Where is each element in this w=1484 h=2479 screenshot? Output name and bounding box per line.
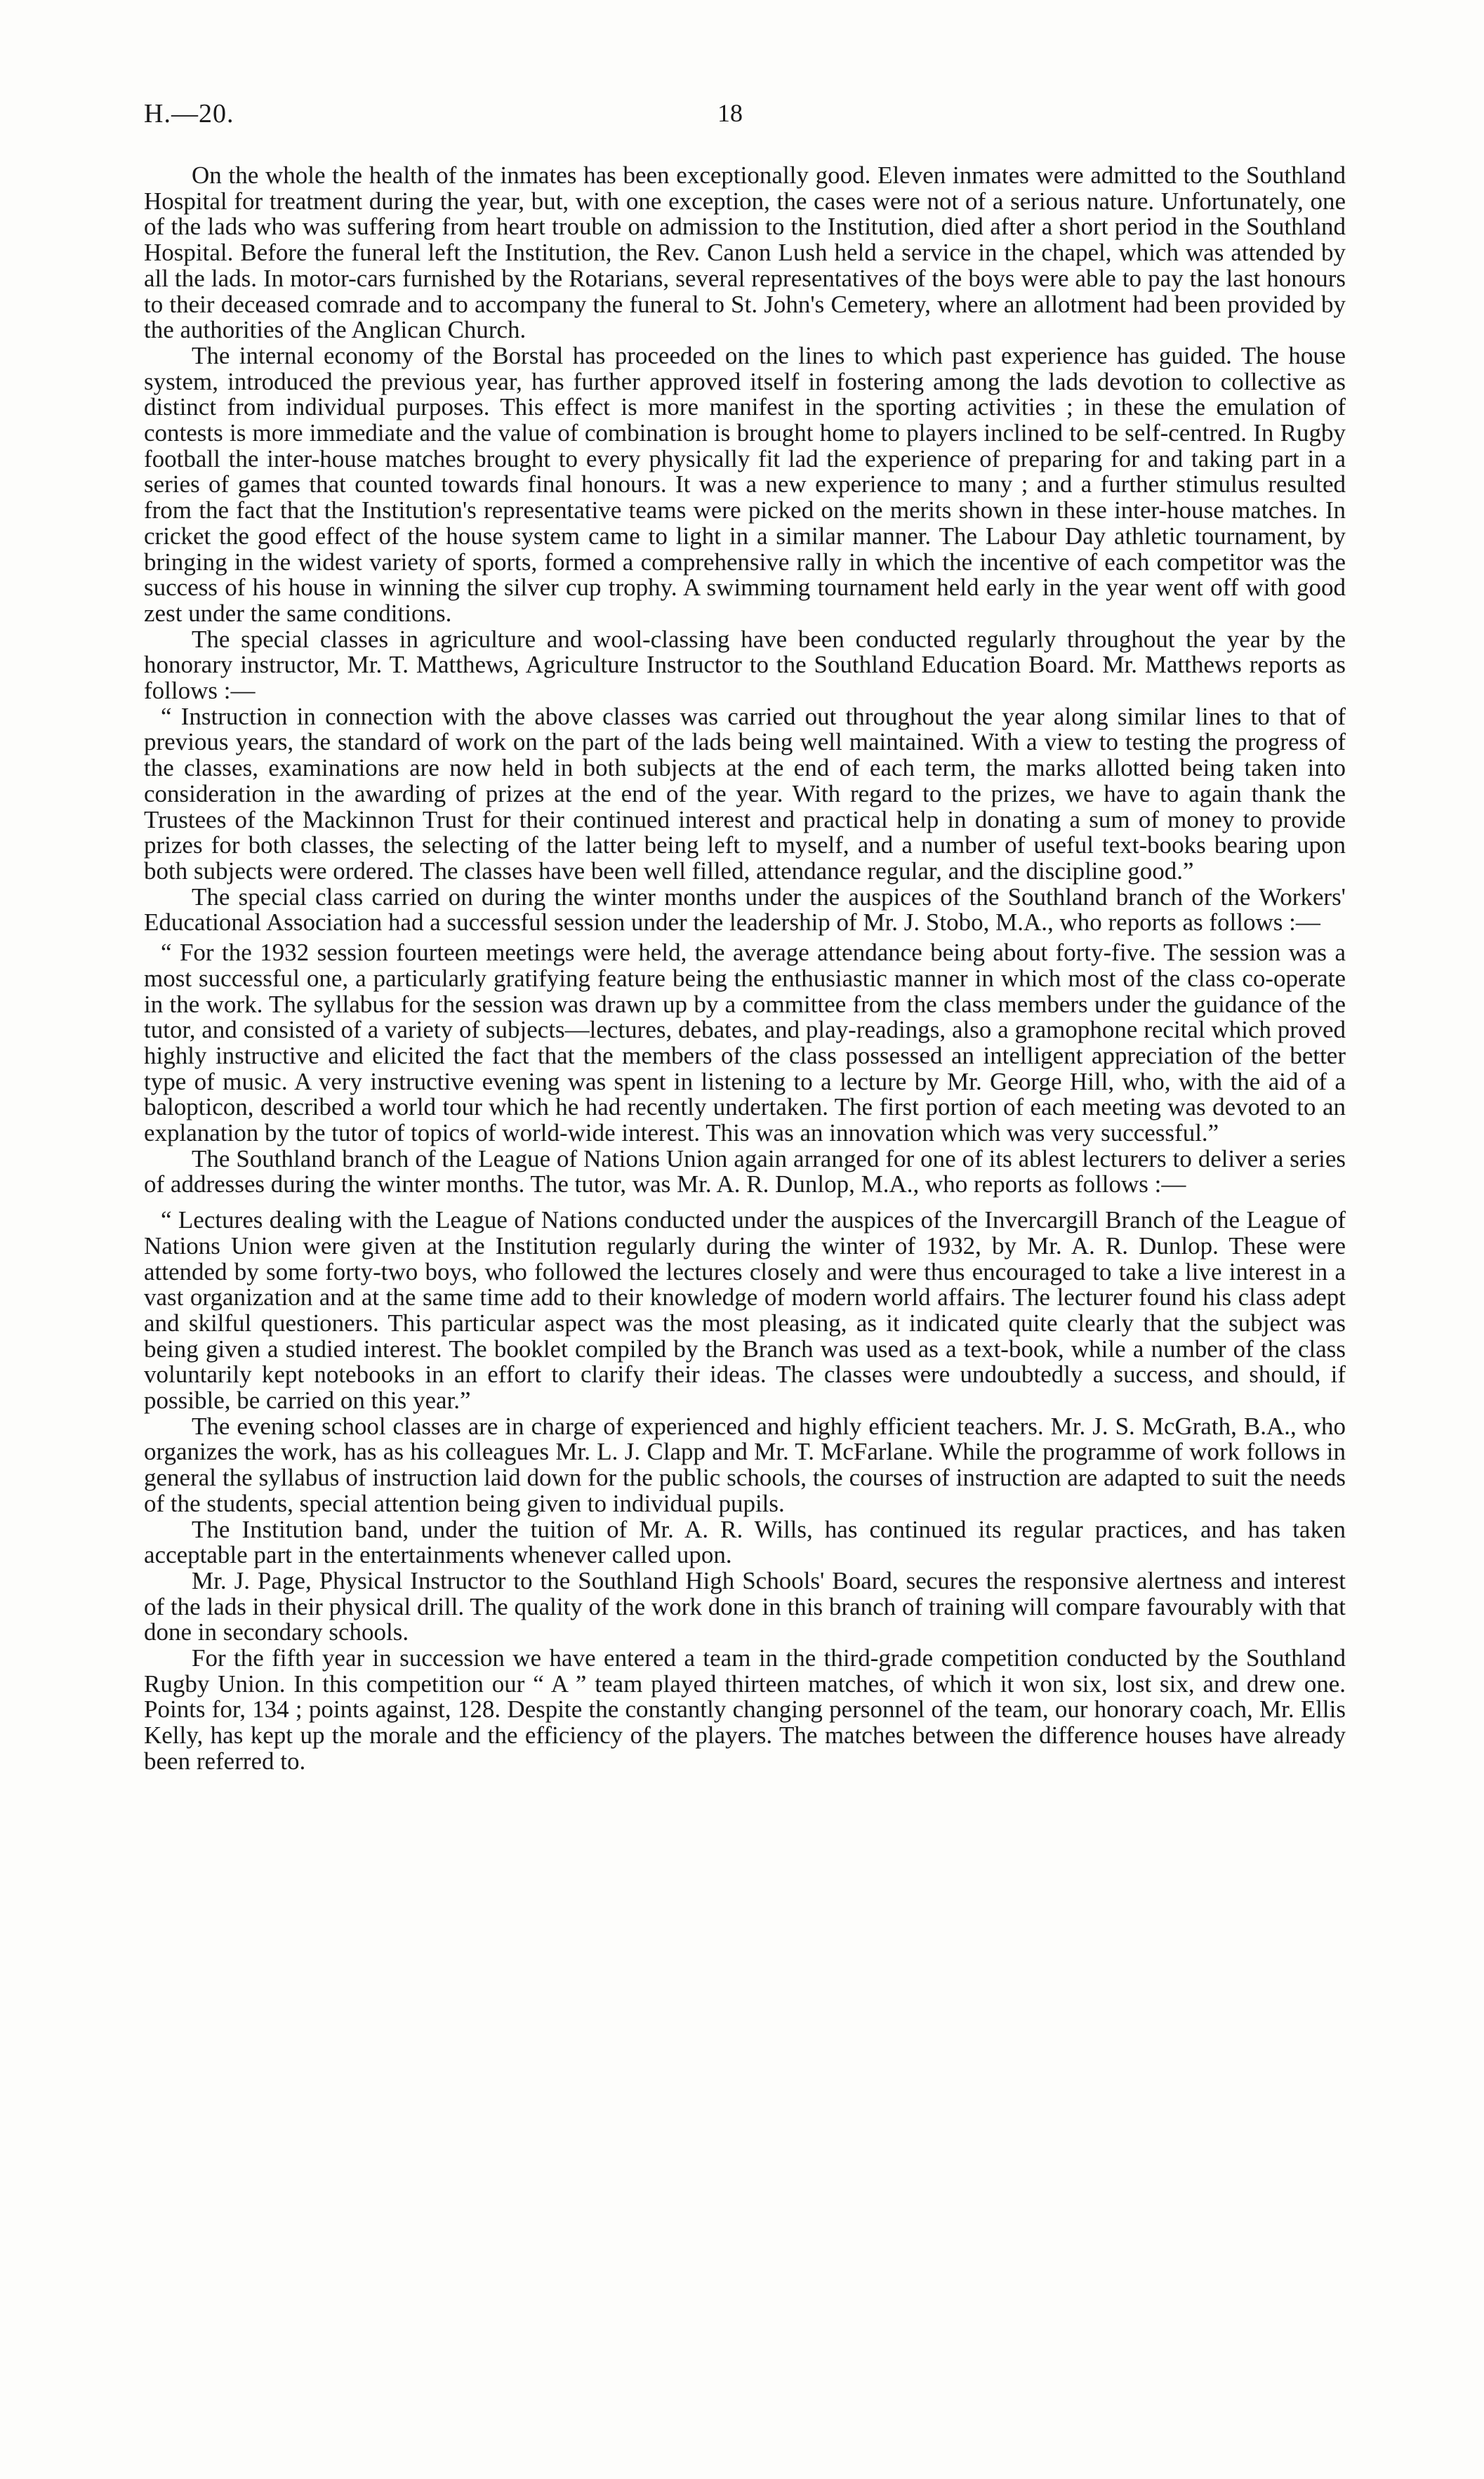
quote-stobo-report: “ For the 1932 session fourteen meetings were held, the average attendance being about forty-five. The session was a most successful one, a particularly gratifying feature being the enthusiastic manner in which most of the class co-operate in the work. The syllabus for the session was drawn up by a committee from the class members under the guidance of the tutor, and consisted of a variety of subjects—lectures, debates, and play-readings, also a gramophone recital which proved highly instructive and elicited the fact that the members of the class possessed an intelligent appreciation of the better type of music. A very instructive evening was spent in listening to a lecture by Mr. George Hill, who, with the aid of a balopticon, described a world tour which he had recently undertaken. The first portion of each meeting was devoted to an explanation by the tutor of topics of world-wide interest. This was an innovation which was very successful.” — [144, 939, 1346, 1147]
document-reference: H.—20. — [144, 99, 234, 128]
body-text — [144, 163, 1346, 1775]
paragraph-special-classes: The special classes in agriculture and wool-classing have been conducted regularly throughout the year by the honorary instructor, Mr. T. Matthews, Agriculture Instructor to the Southland Education Board. Mr. Matthews reports as follows :— — [144, 625, 1346, 705]
paragraph-physical-drill: Mr. J. Page, Physical Instructor to the Southland High Schools' Board, secures the responsive alertness and interest of the lads in their physical drill. The quality of the work done in this branch of training will compare favourably with that done in secondary schools. — [144, 1566, 1346, 1646]
paragraph-institution-band: The Institution band, under the tuition of Mr. A. R. Wills, has continued its regular practices, and has taken acceptable part in the entertainments whenever called upon. — [144, 1515, 1346, 1569]
paragraph-internal-economy: The internal economy of the Borstal has proceeded on the lines to which past experience has guided. The house system, introduced the previous year, has further approved itself in fostering among the lads devotion to collective as distinct from individual purposes. This effect is more manifest in the sporting activities ; in these the emulation of contests is more immediate and the value of combination is brought home to players inclined to be self-centred. In Rugby football the inter-house matches brought to every physically fit lad the experience of preparing for and taking part in a series of games that counted towards final honours. It was a new experience to many ; and a further stimulus resulted from the fact that the Institution's representative teams were picked on the merits shown in these inter-house matches. In cricket the good effect of the house system came to light in a similar manner. The Labour Day athletic tournament, by bringing in the widest variety of sports, formed a comprehensive rally in which the incentive of each competitor was the success of his house in winning the silver cup trophy. A swimming tournament held early in the year went off with good zest under the same conditions. — [144, 341, 1346, 627]
quote-matthews-report: “ Instruction in connection with the above classes was carried out throughout the year along similar lines to that of previous years, the standard of work on the part of the lads being well maintained. With a view to testing the progress of the classes, examinations are now held in both subjects at the end of each term, the marks allotted being taken into consideration in the awarding of prizes at the end of the year. With regard to the prizes, we have to again thank the Trustees of the Mackinnon Trust for their continued interest and practical help in donating a sum of money to provide prizes for both classes, the selecting of the latter being left to myself, and a number of useful text-books bearing upon both subjects were ordered. The classes have been well filled, attendance regular, and the discipline good.” — [144, 702, 1346, 885]
paragraph-evening-school: The evening school classes are in charge of experienced and highly efficient teachers. Mr. J. S. McGrath, B.A., who organizes the work, has as his colleagues Mr. L. J. Clapp and Mr. T. McFarlane. While the programme of work follows in general the syllabus of instruction laid down for the public schools, the courses of instruction are adapted to suit the needs of the students, special attention being given to individual pupils. — [144, 1412, 1346, 1517]
quote-dunlop-report: “ Lectures dealing with the League of Nations conducted under the auspices of the Invercargill Branch of the League of Nations Union were given at the Institution regularly during the winter of 1932, by Mr. A. R. Dunlop. These were attended by some forty-two boys, who followed the lectures closely and were thus encouraged to take a live interest in a vast organization and at the same time add to their knowledge of modern world affairs. The lecturer found his class adept and skilful questioners. This particular aspect was the most pleasing, as it indicated quite clearly that the subject was being given a studied interest. The booklet compiled by the Branch was used as a text-book, while a number of the class voluntarily kept notebooks in an effort to clarify their ideas. The classes were undoubtedly a success, and should, if possible, be carried on this year.” — [144, 1206, 1346, 1415]
paragraph-league-of-nations: The Southland branch of the League of Nations Union again arranged for one of its ablest lecturers to deliver a series of addresses during the winter months. The tutor, was Mr. A. R. Dunlop, M.A., who reports as follows :— — [144, 1144, 1346, 1198]
paragraph-rugby: For the fifth year in succession we have entered a team in the third-grade competition conducted by the Southland Rugby Union. In this competition our “ A ” team played thirteen matches, of which it won six, lost six, and drew one. Points for, 134 ; points against, 128. Despite the constantly changing personnel of the team, our honorary coach, Mr. Ellis Kelly, has kept up the morale and the efficiency of the players. The matches between the difference houses have already been referred to. — [144, 1644, 1346, 1775]
paragraph-health: On the whole the health of the inmates has been exceptionally good. Eleven inmates were admitted to the Southland Hospital for treatment during the year, but, with one exception, the cases were not of a serious nature. Unfortunately, one of the lads who was suffering from heart trouble on admission to the Institution, died after a short period in the Southland Hospital. Before the funeral left the Institution, the Rev. Canon Lush held a service in the chapel, which was attended by all the lads. In motor-cars furnished by the Rotarians, several representatives of the boys were able to pay the last honours to their deceased comrade and to accompany the funeral to St. John's Cemetery, where an allotment had been provided by the authorities of the Anglican Church. — [144, 161, 1346, 344]
page-number: 18 — [717, 99, 743, 127]
paragraph-workers-education: The special class carried on during the winter months under the auspices of the Southland branch of the Workers' Educational Association had a successful session under the leadership of Mr. J. Stobo, M.A., who reports as follows :— — [144, 882, 1346, 937]
